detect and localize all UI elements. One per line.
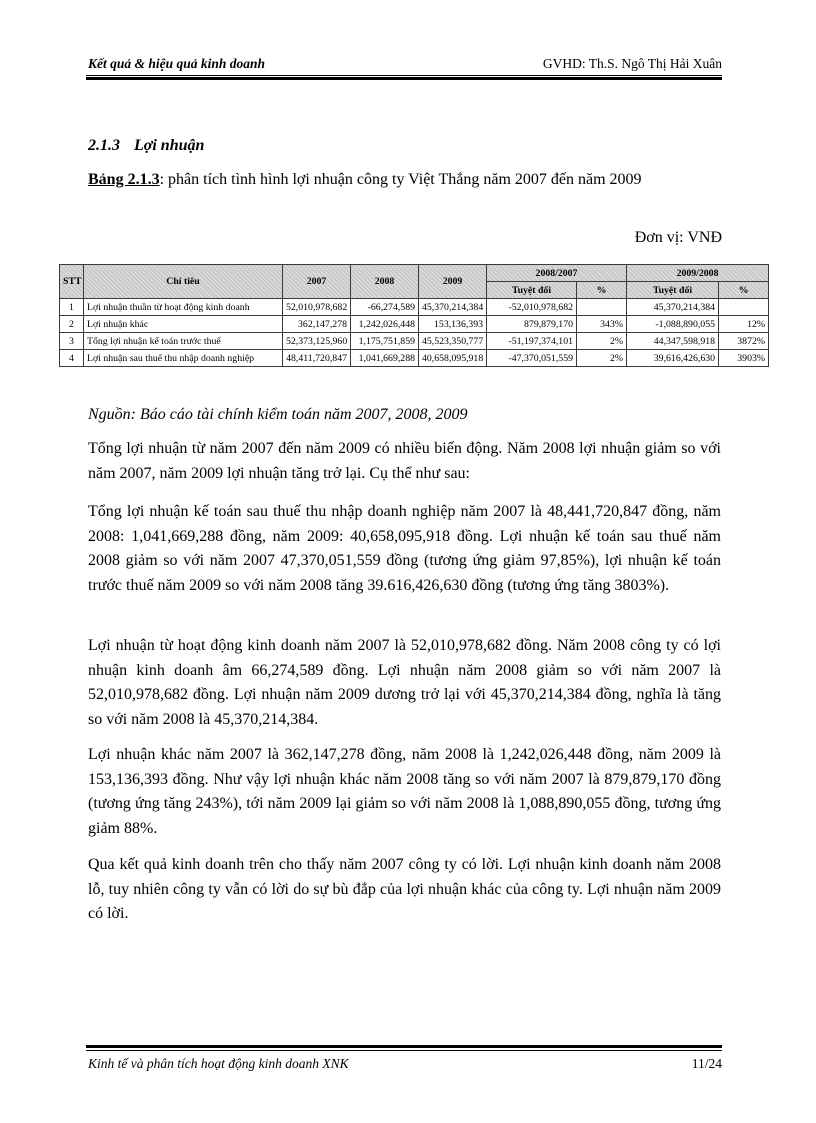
cell-abs-2008-2007: 879,879,170 (487, 316, 577, 333)
header-stt: STT (60, 265, 84, 299)
page-footer (88, 1056, 722, 1072)
cell-2007: 52,373,125,960 (283, 333, 351, 350)
cell-abs-2009-2008: 39,616,426,630 (627, 350, 719, 367)
section-title: Lợi nhuận (134, 137, 205, 154)
unit-label: Đơn vị: VNĐ (634, 229, 722, 246)
source-note: Nguồn: Báo cáo tài chính kiểm toán năm 2007, 2008, 2009 (88, 406, 468, 423)
section-number: 2.1.3 (88, 137, 120, 154)
header-instructor: GVHD: Th.S. Ngô Thị Hải Xuân (542, 56, 722, 71)
page-number: 11/24 (691, 1056, 722, 1071)
header-2008-2007: 2008/2007 (487, 265, 627, 282)
section-heading (88, 137, 204, 155)
table-row (60, 350, 769, 367)
cell-indicator: Lợi nhuận sau thuế thu nhập doanh nghiệp (84, 350, 283, 367)
cell-abs-2009-2008: 45,370,214,384 (627, 299, 719, 316)
table-row (60, 333, 769, 350)
cell-pct-2009-2008 (719, 299, 769, 316)
header-abs-2009-2008: Tuyệt đối (627, 282, 719, 299)
header-divider-thin (86, 75, 722, 76)
cell-2008: -66,274,589 (351, 299, 419, 316)
cell-2009: 45,370,214,384 (419, 299, 487, 316)
paragraph: Tổng lợi nhuận từ năm 2007 đến năm 2009 có nhiều biến động. Năm 2008 lợi nhuận giảm so với năm 2007, năm 2009 lợi nhuận tăng trở lại. Cụ thể như sau: (88, 440, 721, 482)
cell-pct-2008-2007: 343% (577, 316, 627, 333)
cell-pct-2009-2008: 3872% (719, 333, 769, 350)
cell-2008: 1,175,751,859 (351, 333, 419, 350)
header-2008: 2008 (351, 265, 419, 299)
profit-table (59, 264, 769, 367)
cell-stt: 3 (60, 333, 84, 350)
page-header (88, 50, 722, 72)
paragraph: Qua kết quả kinh doanh trên cho thấy năm 2007 công ty có lời. Lợi nhuận kinh doanh năm 2008 lỗ, tuy nhiên công ty vẫn có lời do sự bù đắp của lợi nhuận khác của công ty. Lợi nhuận năm 2009 có lời. (88, 856, 721, 922)
cell-2009: 40,658,095,918 (419, 350, 487, 367)
header-indicator: Chỉ tiêu (84, 265, 283, 299)
cell-abs-2008-2007: -51,197,374,101 (487, 333, 577, 350)
header-pct-2008-2007: % (577, 282, 627, 299)
header-2009-2008: 2009/2008 (627, 265, 769, 282)
paragraph: Lợi nhuận từ hoạt động kinh doanh năm 2007 là 52,010,978,682 đồng. Năm 2008 công ty có lợi nhuận kinh doanh âm 66,274,589 đồng. Lợi nhuận năm 2008 giảm so với năm 2007 là 52,010,978,682 đồng. Lợi nhuận năm 2009 dương trở lại với 45,370,214,384 đồng, nghĩa là tăng so với năm 2008 là 45,370,214,384. (88, 637, 721, 728)
header-2007: 2007 (283, 265, 351, 299)
footer-divider-thick (86, 1045, 722, 1048)
cell-abs-2008-2007: -52,010,978,682 (487, 299, 577, 316)
cell-pct-2009-2008: 12% (719, 316, 769, 333)
cell-stt: 1 (60, 299, 84, 316)
cell-stt: 2 (60, 316, 84, 333)
cell-abs-2008-2007: -47,370,051,559 (487, 350, 577, 367)
cell-2009: 45,523,350,777 (419, 333, 487, 350)
cell-2009: 153,136,393 (419, 316, 487, 333)
cell-2008: 1,242,026,448 (351, 316, 419, 333)
header-title: Kết quả & hiệu quả kinh doanh (88, 56, 266, 71)
paragraph: Tổng lợi nhuận kế toán sau thuế thu nhập doanh nghiệp năm 2007 là 48,441,720,847 đồng, năm 2008: 1,041,669,288 đồng, năm 2009: 40,658,095,918 đồng. Lợi nhuận kế toán sau thuế năm 2008 giảm so với năm 2007 47,370,051,559 đồng (tương ứng giảm 97,85%), lợi nhuận kế toán trước thuế năm 2009 so với năm 2008 tăng 39.616,426,630 đồng (tương ứng tăng 3803%). (88, 503, 721, 594)
footer-divider-thin (86, 1050, 722, 1051)
cell-2007: 362,147,278 (283, 316, 351, 333)
table-row (60, 299, 769, 316)
cell-abs-2009-2008: 44,347,598,918 (627, 333, 719, 350)
header-abs-2008-2007: Tuyệt đối (487, 282, 577, 299)
cell-pct-2008-2007: 2% (577, 350, 627, 367)
cell-indicator: Lợi nhuận thuần từ hoạt động kinh doanh (84, 299, 283, 316)
cell-pct-2008-2007 (577, 299, 627, 316)
table-row (60, 316, 769, 333)
table-header-row (60, 265, 769, 282)
cell-2008: 1,041,669,288 (351, 350, 419, 367)
table-caption-label: Bảng 2.1.3 (88, 171, 160, 188)
cell-indicator: Lợi nhuận khác (84, 316, 283, 333)
cell-pct-2009-2008: 3903% (719, 350, 769, 367)
header-2009: 2009 (419, 265, 487, 299)
cell-abs-2009-2008: -1,088,890,055 (627, 316, 719, 333)
cell-2007: 52,010,978,682 (283, 299, 351, 316)
cell-pct-2008-2007: 2% (577, 333, 627, 350)
footer-course: Kinh tế và phân tích hoạt động kinh doanh XNK (88, 1056, 349, 1071)
cell-2007: 48,411,720,847 (283, 350, 351, 367)
header-divider-thick (86, 77, 722, 80)
cell-indicator: Tổng lợi nhuận kế toán trước thuế (84, 333, 283, 350)
paragraph: Lợi nhuận khác năm 2007 là 362,147,278 đồng, năm 2008 là 1,242,026,448 đồng, năm 2009 là 153,136,393 đồng. Như vậy lợi nhuận khác năm 2008 tăng so với năm 2007 là 879,879,170 đồng (tương ứng tăng 243%), tới năm 2009 lại giảm so với năm 2008 là 1,088,890,055 đồng, tương ứng giảm 88%. (88, 746, 721, 837)
cell-stt: 4 (60, 350, 84, 367)
table-caption-text: : phân tích tình hình lợi nhuận công ty Việt Thắng năm 2007 đến năm 2009 (159, 171, 642, 188)
table-caption (88, 171, 642, 189)
header-pct-2009-2008: % (719, 282, 769, 299)
